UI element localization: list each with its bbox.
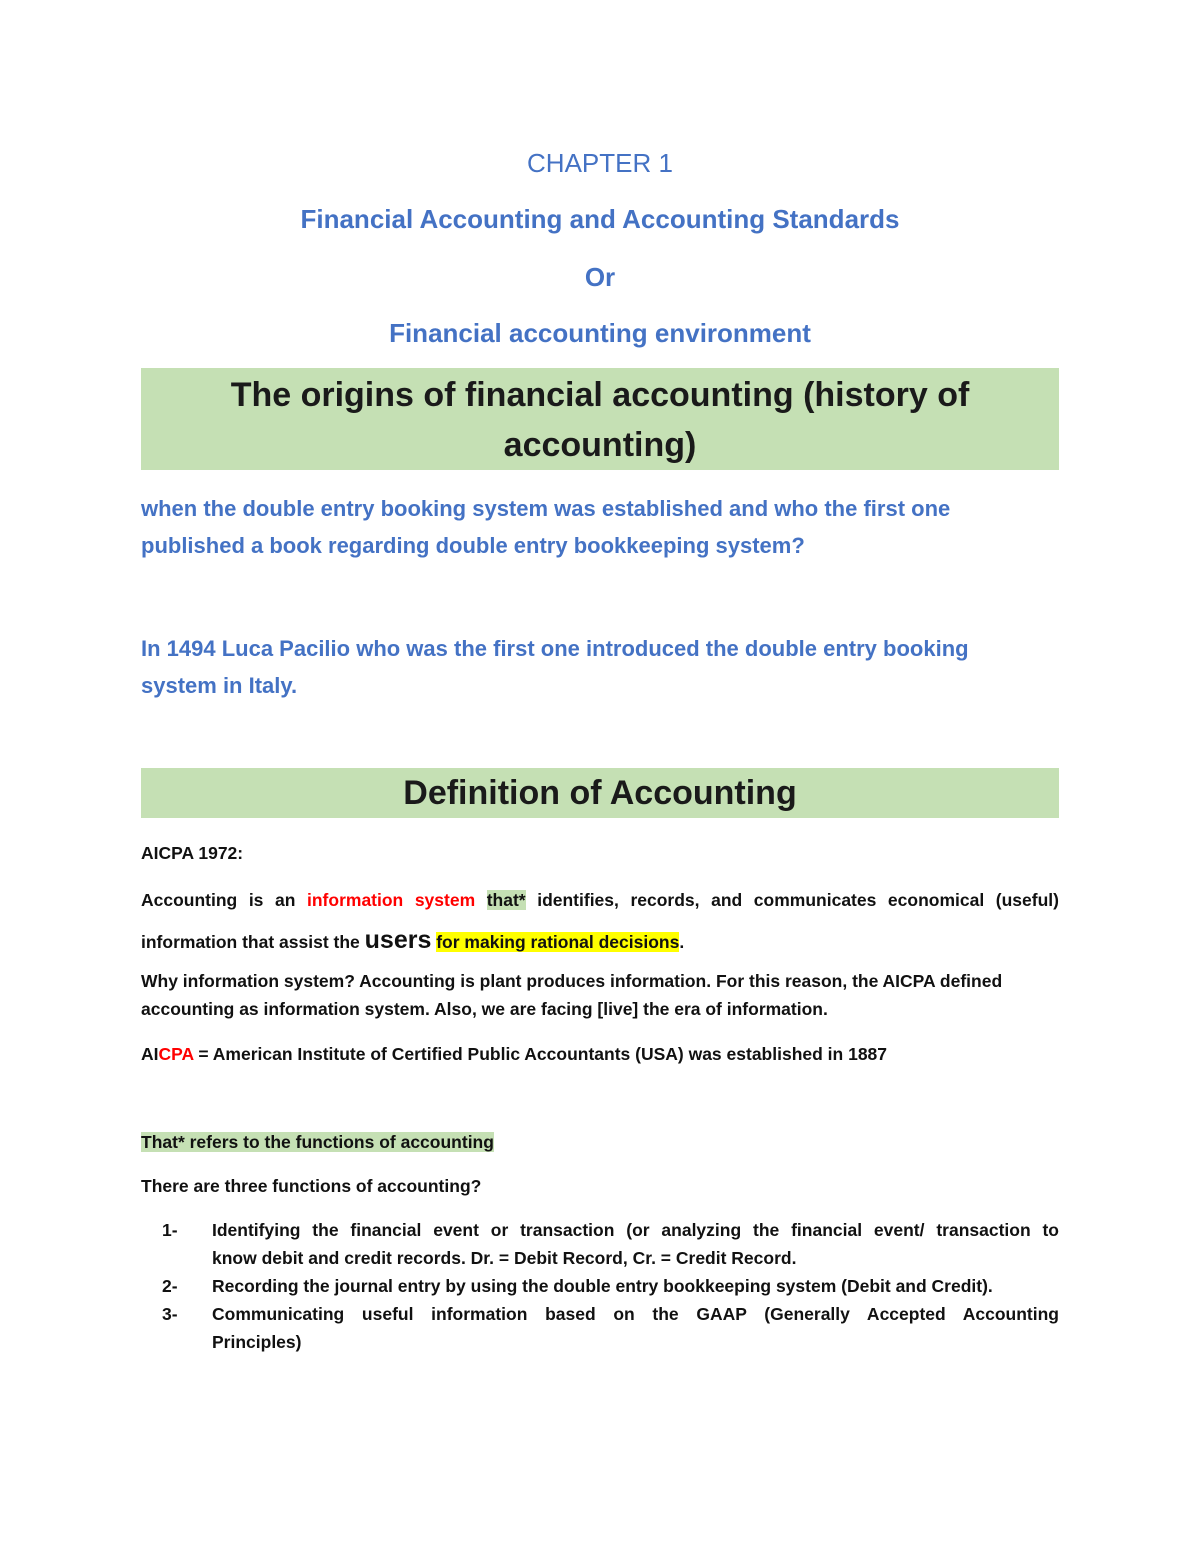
definition-text-2: identifies, records, and communicates economical (useful) [525,890,1059,910]
list-item [141,1216,1059,1272]
why-line-2: accounting as information system. Also, we are facing [live] the era of information. [141,999,828,1019]
chapter-subtitle: Financial accounting environment [389,318,811,348]
section-heading-origins [141,368,1059,470]
list-line-1: Recording the journal entry by using the double entry bookkeeping system (Debit and Credit). [212,1276,993,1296]
why-line-1: Why information system? Accounting is plant produces information. For this reason, the AICPA defined [141,971,1003,991]
why-information-system [141,967,1059,1023]
aicpa-definition [141,1040,1059,1068]
definition-period: . [679,932,685,952]
question-line-1: when the double entry booking system was established and who the first one [141,496,951,521]
definition-space [475,890,487,910]
list-number: 2- [162,1276,178,1296]
information-system-term: information system [307,890,476,910]
aicpa-rest: = American Institute of Certified Public Accountants (USA) was established in 1887 [193,1044,888,1064]
aicpa-cpa: CPA [158,1044,194,1064]
three-functions-question: There are three functions of accounting? [141,1176,482,1196]
definition-text: Accounting is an [141,890,307,910]
definition-line-1 [141,880,1059,920]
functions-list [141,1216,1059,1356]
users-term: users [364,926,432,954]
list-line-1: Communicating useful information based on the GAAP (Generally Accepted Accounting [212,1304,1059,1324]
list-item [141,1300,1059,1356]
that-refers-note [141,1128,1059,1156]
that-highlight: that* [486,890,526,910]
heading-line-2: accounting) [503,426,697,464]
definition-text-3: information that assist the [141,932,365,952]
rational-decisions-highlight: for making rational decisions [436,932,680,952]
chapter-title: Financial Accounting and Accounting Standards [300,204,900,234]
list-number: 3- [162,1304,178,1324]
list-line-1: Identifying the financial event or transaction (or analyzing the financial event/ transaction to [212,1220,1059,1240]
that-refers-highlight: That* refers to the functions of accounting [141,1132,494,1152]
definition-line-2 [141,920,1059,962]
aicpa-ai: AI [141,1044,159,1064]
chapter-label: CHAPTER 1 [527,148,673,178]
history-answer [141,630,1059,704]
section-heading-definition: Definition of Accounting [141,768,1059,818]
list-number: 1- [162,1220,178,1240]
or-label: Or [584,262,616,292]
list-line-2: know debit and credit records. Dr. = Debit Record, Cr. = Credit Record. [212,1248,797,1268]
heading-line-1: The origins of financial accounting (history of [230,376,970,414]
aicpa-year-label: AICPA 1972: [141,843,244,863]
history-question [141,490,1059,564]
list-item [141,1272,1059,1300]
answer-line-2: system in Italy. [141,673,298,698]
list-line-2: Principles) [212,1332,302,1352]
accounting-definition [141,880,1059,962]
question-line-2: published a book regarding double entry bookkeeping system? [141,533,805,558]
answer-line-1: In 1494 Luca Pacilio who was the first one introduced the double entry booking [141,636,969,661]
